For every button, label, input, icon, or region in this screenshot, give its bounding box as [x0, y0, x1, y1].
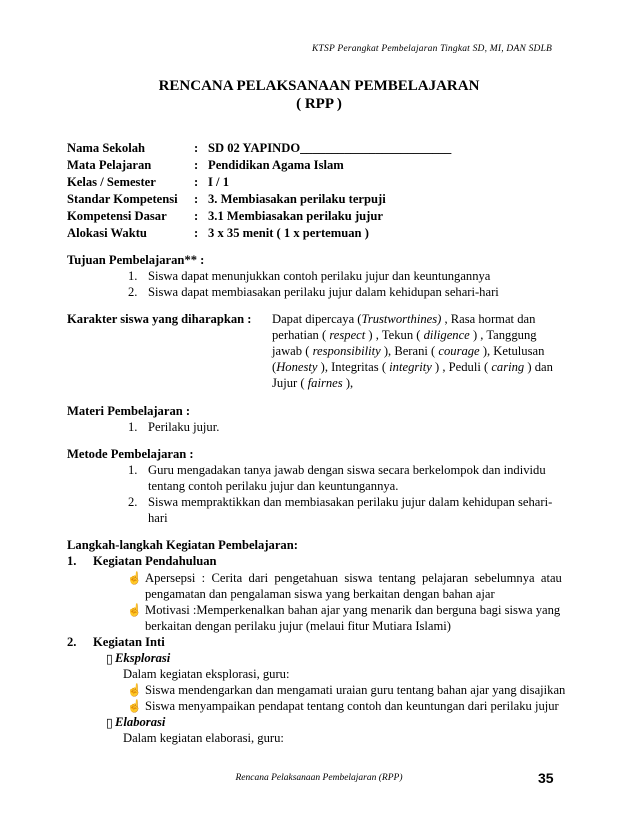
identity-value: 3.1 Membiasakan perilaku jujur	[208, 209, 383, 223]
identity-value: I / 1	[208, 175, 229, 189]
box-bullet-icon: ▯	[106, 652, 113, 666]
identity-label: Alokasi Waktu	[67, 226, 147, 240]
identity-colon: :	[194, 175, 199, 189]
karakter-line: (Honesty ), Integritas ( integrity ) , Peduli ( caring ) dan	[272, 360, 553, 374]
page-footer: Rencana Pelaksanaan Pembelajaran (RPP)	[235, 773, 403, 783]
subheading-elaborasi: Elaborasi	[115, 715, 166, 729]
hand-bullet-icon: ☝	[127, 571, 142, 585]
paragraph: Dalam kegiatan eksplorasi, guru:	[123, 667, 290, 681]
list-item: Siswa mempraktikkan dan membiasakan perilaku jujur dalam kehidupan sehari-	[148, 495, 553, 509]
page-header: KTSP Perangkat Pembelajaran Tingkat SD, MI, DAN SDLB	[312, 44, 553, 54]
identity-colon: :	[194, 141, 199, 155]
list-item: Apersepsi : Cerita dari pengetahuan siswa tentang pelajaran sebelumnya atau	[145, 571, 562, 585]
list-number: 1.	[128, 269, 138, 283]
karakter-line: jawab ( responsibility ), Berani ( courage ), Ketulusan	[272, 344, 545, 358]
section-heading-langkah: Langkah-langkah Kegiatan Pembelajaran:	[67, 538, 298, 552]
identity-value: 3 x 35 menit ( 1 x pertemuan )	[208, 226, 369, 240]
identity-colon: :	[194, 158, 199, 172]
list-item: Siswa dapat membiasakan perilaku jujur dalam kehidupan sehari-hari	[148, 285, 499, 299]
identity-colon: :	[194, 226, 199, 240]
box-bullet-icon: ▯	[106, 716, 113, 730]
identity-value: SD 02 YAPINDO________________________	[208, 141, 452, 155]
document-title: RENCANA PELAKSANAAN PEMBELAJARAN	[158, 78, 480, 94]
list-number: 2.	[128, 495, 138, 509]
identity-label: Standar Kompetensi	[67, 192, 178, 206]
list-item-continuation: tentang contoh perilaku jujur dan keuntungannya.	[148, 479, 399, 493]
identity-value: Pendidikan Agama Islam	[208, 158, 344, 172]
list-number: 1.	[128, 420, 138, 434]
identity-label: Kelas / Semester	[67, 175, 156, 189]
section-heading-karakter: Karakter siswa yang diharapkan :	[67, 312, 252, 326]
identity-label: Mata Pelajaran	[67, 158, 152, 172]
karakter-line: Dapat dipercaya (Trustworthines) , Rasa hormat dan	[272, 312, 536, 326]
list-number: 1.	[67, 554, 77, 568]
section-heading-tujuan: Tujuan Pembelajaran** :	[67, 253, 205, 267]
hand-bullet-icon: ☝	[127, 699, 142, 713]
hand-bullet-icon: ☝	[127, 603, 142, 617]
karakter-line: Jujur ( fairnes ),	[272, 376, 354, 390]
list-number: 2.	[128, 285, 138, 299]
identity-colon: :	[194, 192, 199, 206]
section-heading-metode: Metode Pembelajaran :	[67, 447, 194, 461]
identity-value: 3. Membiasakan perilaku terpuji	[208, 192, 386, 206]
list-item: Siswa mendengarkan dan mengamati uraian guru tentang bahan ajar yang disajikan	[145, 683, 566, 697]
paragraph: Dalam kegiatan elaborasi, guru:	[123, 731, 284, 745]
list-item-continuation: hari	[148, 511, 168, 525]
list-number: 2.	[67, 635, 77, 649]
list-item: Guru mengadakan tanya jawab dengan siswa secara berkelompok dan individu	[148, 463, 546, 477]
list-item: Perilaku jujur.	[148, 420, 220, 434]
identity-label: Kompetensi Dasar	[67, 209, 167, 223]
list-number: 1.	[128, 463, 138, 477]
identity-label: Nama Sekolah	[67, 141, 146, 155]
list-item: Motivasi :Memperkenalkan bahan ajar yang menarik dan berguna bagi siswa yang	[145, 603, 561, 617]
list-item-continuation: pengamatan dan pengalaman siswa yang berkaitan dengan bahan ajar	[145, 587, 495, 601]
subheading-inti: Kegiatan Inti	[93, 635, 165, 649]
list-item: Siswa menyampaikan pendapat tentang contoh dan keuntungan dari perilaku jujur	[145, 699, 559, 713]
subheading-eksplorasi: Eksplorasi	[115, 651, 171, 665]
document-subtitle: ( RPP )	[296, 96, 342, 112]
subheading-pendahuluan: Kegiatan Pendahuluan	[93, 554, 217, 568]
page-number: 35	[538, 770, 554, 786]
karakter-line: perhatian ( respect ) , Tekun ( diligence ) , Tanggung	[272, 328, 537, 342]
identity-colon: :	[194, 209, 199, 223]
hand-bullet-icon: ☝	[127, 683, 142, 697]
list-item: Siswa dapat menunjukkan contoh perilaku jujur dan keuntungannya	[148, 269, 491, 283]
section-heading-materi: Materi Pembelajaran :	[67, 404, 191, 418]
list-item-continuation: berkaitan dengan perilaku jujur (melaui fitur Mutiara Islami)	[145, 619, 451, 633]
